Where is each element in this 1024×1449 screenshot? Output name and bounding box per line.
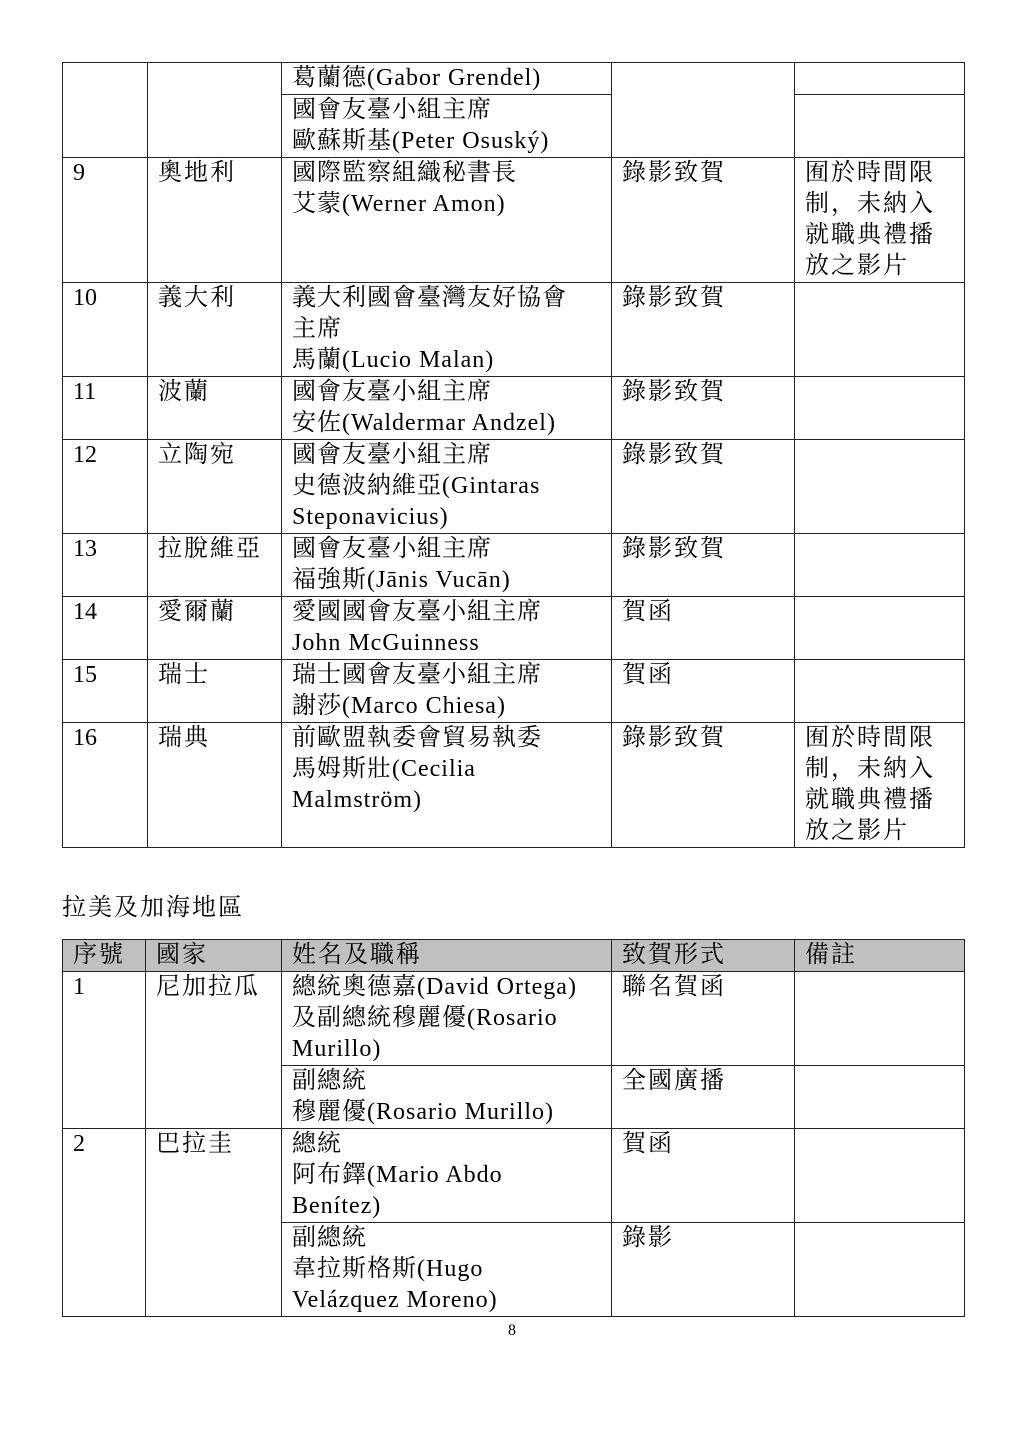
cell-form: 錄影致賀 [612,534,795,597]
header-remark: 備註 [795,940,965,972]
cell-no: 1 [63,972,146,1129]
cell-no: 16 [63,723,148,848]
europe-greetings-table [62,62,965,848]
remark-text: 囿於時間限制，未納入就職典禮播放之影片 [805,725,935,844]
cell-country: 義大利 [148,283,282,377]
table-header-row [63,940,965,972]
cell-remark [795,1223,965,1317]
page-number: 8 [508,1322,516,1339]
cell-no: 10 [63,283,148,377]
cell-country: 巴拉圭 [146,1129,282,1317]
cell-country: 拉脫維亞 [148,534,282,597]
cell-no: 15 [63,660,148,723]
remark-text: 囿於時間限制，未納入就職典禮播放之影片 [805,160,935,279]
cell-name: 國會友臺小組主席 安佐(Waldermar Andzel) [282,377,612,440]
cell-no: 13 [63,534,148,597]
cell-form: 賀函 [612,660,795,723]
cell-form: 全國廣播 [612,1066,795,1129]
cell-form: 賀函 [612,597,795,660]
cell-no: 11 [63,377,148,440]
latam-greetings-table [62,939,965,1317]
cell-form: 錄影致賀 [612,440,795,534]
cell-name: 國會友臺小組主席 歐蘇斯基(Peter Osuský) [282,95,612,158]
cell-remark [795,534,965,597]
cell-name: 總統奧德嘉(David Ortega) 及副總統穆麗優(Rosario Murillo) [282,972,612,1066]
cell-no: 14 [63,597,148,660]
cell-name: 總統 阿布鐸(Mario Abdo Benítez) [282,1129,612,1223]
table-row [63,440,965,534]
cell-form: 聯名賀函 [612,972,795,1066]
table-row [63,723,965,848]
table-row [63,283,965,377]
cell-remark [795,660,965,723]
cell-no: 2 [63,1129,146,1317]
cell-form: 錄影致賀 [612,283,795,377]
cell-name: 瑞士國會友臺小組主席 謝莎(Marco Chiesa) [282,660,612,723]
cell-name: 葛蘭德(Gabor Grendel) [282,63,612,95]
cell-name: 副總統 韋拉斯格斯(Hugo Velázquez Moreno) [282,1223,612,1317]
cell-name: 義大利國會臺灣友好協會 主席 馬蘭(Lucio Malan) [282,283,612,377]
cell-remark [795,95,965,158]
table-row [63,660,965,723]
header-form: 致賀形式 [612,940,795,972]
cell-form [612,63,795,158]
cell-name: 國會友臺小組主席 福強斯(Jānis Vucān) [282,534,612,597]
table-row [63,158,965,283]
cell-remark [795,1129,965,1223]
cell-country: 尼加拉瓜 [146,972,282,1129]
cell-form: 賀函 [612,1129,795,1223]
table-row [63,377,965,440]
section-heading: 拉美及加海地區 [62,895,244,921]
cell-name: 國際監察組織秘書長 艾蒙(Werner Amon) [282,158,612,283]
cell-remark [795,972,965,1066]
cell-country: 愛爾蘭 [148,597,282,660]
table-row [63,972,965,1066]
cell-remark [795,158,965,283]
cell-remark [795,723,965,848]
table-row [63,534,965,597]
cell-name: 副總統 穆麗優(Rosario Murillo) [282,1066,612,1129]
cell-remark [795,440,965,534]
cell-remark [795,283,965,377]
cell-remark [795,377,965,440]
cell-name: 愛國國會友臺小組主席 John McGuinness [282,597,612,660]
table-row [63,63,965,95]
table-row [63,597,965,660]
cell-country: 奧地利 [148,158,282,283]
cell-form: 錄影致賀 [612,377,795,440]
header-name: 姓名及職稱 [282,940,612,972]
cell-no [63,63,148,158]
cell-name: 國會友臺小組主席 史德波納維亞(Gintaras Steponavicius) [282,440,612,534]
cell-form: 錄影致賀 [612,158,795,283]
cell-remark [795,597,965,660]
cell-country [148,63,282,158]
cell-name: 前歐盟執委會貿易執委 馬姆斯壯(Cecilia Malmström) [282,723,612,848]
cell-remark [795,1066,965,1129]
cell-no: 12 [63,440,148,534]
cell-form: 錄影致賀 [612,723,795,848]
cell-remark [795,63,965,95]
header-no: 序號 [63,940,146,972]
cell-no: 9 [63,158,148,283]
table-row [63,1129,965,1223]
cell-country: 立陶宛 [148,440,282,534]
cell-form: 錄影 [612,1223,795,1317]
cell-country: 瑞典 [148,723,282,848]
cell-country: 瑞士 [148,660,282,723]
cell-country: 波蘭 [148,377,282,440]
header-country: 國家 [146,940,282,972]
